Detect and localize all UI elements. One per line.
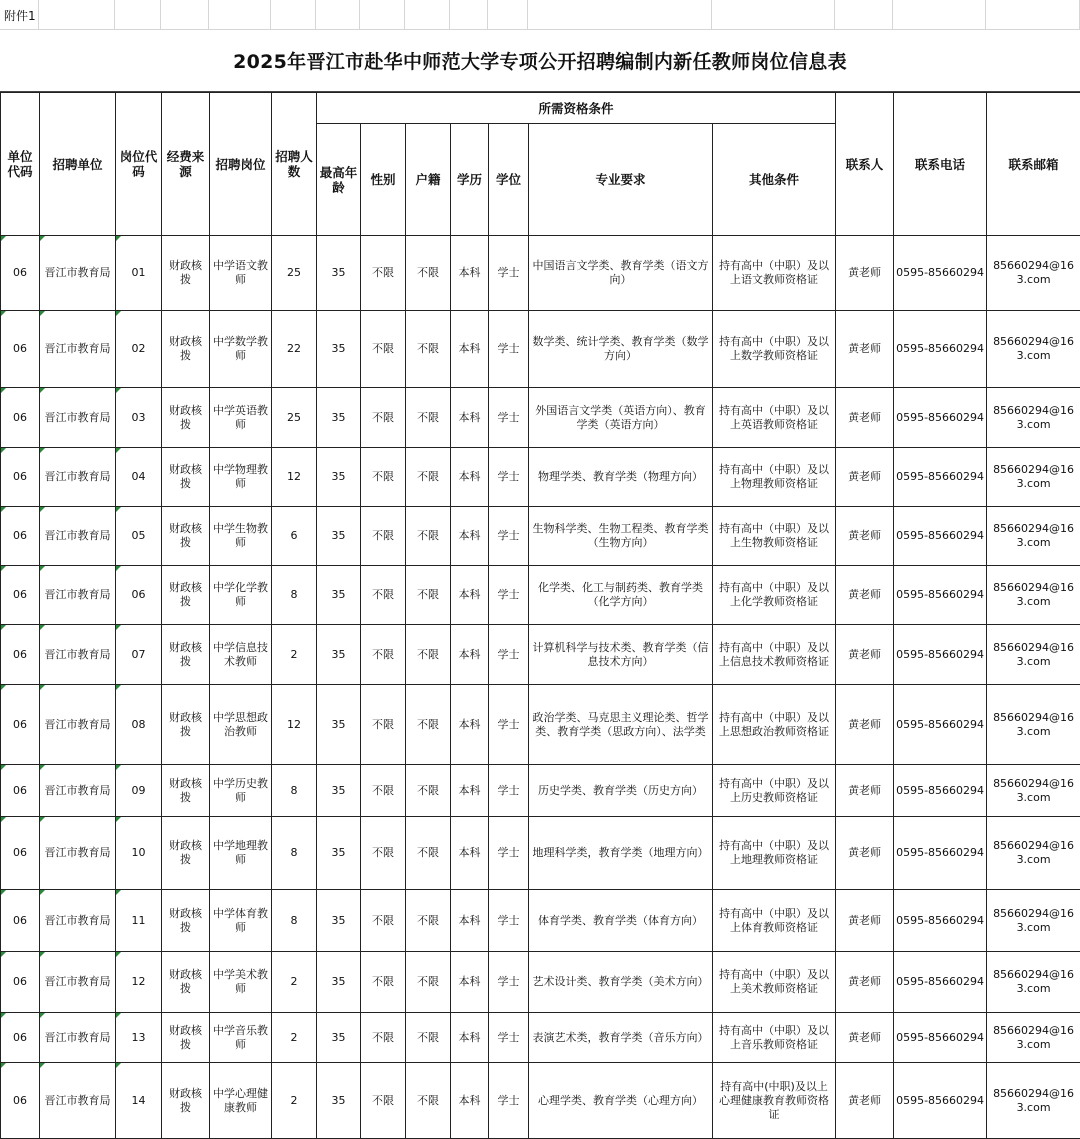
post-code-cell[interactable]: 11 [116,890,162,952]
other-cell[interactable]: 持有高中（中职）及以上化学教师资格证 [713,566,836,625]
cell[interactable] [712,0,835,29]
cell[interactable] [528,0,712,29]
table-row [1,952,1080,1013]
header-major[interactable]: 专业要求 [529,124,713,236]
post-code-cell[interactable]: 03 [116,388,162,448]
post-code-cell[interactable]: 10 [116,817,162,890]
funding-cell[interactable]: 财政核拨 [162,566,210,625]
positions-table [0,92,1080,1139]
count-cell[interactable]: 8 [272,566,317,625]
education-cell[interactable]: 本科 [451,311,489,388]
hukou-cell[interactable]: 不限 [406,685,451,765]
unit-code-cell[interactable]: 06 [1,685,40,765]
unit-cell[interactable]: 晋江市教育局 [40,448,116,507]
education-cell[interactable]: 本科 [451,817,489,890]
funding-cell[interactable]: 财政核拨 [162,685,210,765]
age-cell[interactable]: 35 [317,566,361,625]
other-cell[interactable]: 持有高中（中职）及以上地理教师资格证 [713,817,836,890]
contact-cell[interactable]: 黄老师 [836,388,894,448]
contact-cell[interactable]: 黄老师 [836,890,894,952]
major-cell[interactable]: 计算机科学与技术类、教育学类（信息技术方向） [529,625,713,685]
degree-cell[interactable]: 学士 [489,566,529,625]
age-cell[interactable]: 35 [317,685,361,765]
cell[interactable] [488,0,528,29]
count-cell[interactable]: 2 [272,1013,317,1063]
count-cell[interactable]: 25 [272,236,317,311]
contact-cell[interactable]: 黄老师 [836,625,894,685]
gender-cell[interactable]: 不限 [361,1013,406,1063]
post-cell[interactable]: 中学地理教师 [210,817,272,890]
major-cell[interactable]: 历史学类、教育学类（历史方向） [529,765,713,817]
post-code-cell[interactable]: 13 [116,1013,162,1063]
count-cell[interactable]: 2 [272,952,317,1013]
other-cell[interactable]: 持有高中（中职）及以上美术教师资格证 [713,952,836,1013]
email-cell[interactable]: 85660294@163.com [987,236,1080,311]
phone-cell[interactable]: 0595-85660294 [894,952,987,1013]
post-cell[interactable]: 中学数学教师 [210,311,272,388]
education-cell[interactable]: 本科 [451,507,489,566]
unit-code-cell[interactable]: 06 [1,448,40,507]
degree-cell[interactable]: 学士 [489,388,529,448]
table-row [1,566,1080,625]
cell[interactable] [209,0,271,29]
phone-cell[interactable]: 0595-85660294 [894,507,987,566]
unit-cell[interactable]: 晋江市教育局 [40,388,116,448]
major-cell[interactable]: 中国语言文学类、教育学类（语文方向） [529,236,713,311]
post-cell[interactable]: 中学思想政治教师 [210,685,272,765]
unit-code-cell[interactable]: 06 [1,388,40,448]
post-cell[interactable]: 中学心理健康教师 [210,1063,272,1139]
unit-code-cell[interactable]: 06 [1,311,40,388]
unit-cell[interactable]: 晋江市教育局 [40,236,116,311]
unit-cell[interactable]: 晋江市教育局 [40,890,116,952]
age-cell[interactable]: 35 [317,507,361,566]
age-cell[interactable]: 35 [317,625,361,685]
count-cell[interactable]: 2 [272,1063,317,1139]
contact-cell[interactable]: 黄老师 [836,566,894,625]
post-code-cell[interactable]: 06 [116,566,162,625]
table-row [1,1063,1080,1139]
header-contact[interactable]: 联系人 [836,93,894,236]
education-cell[interactable]: 本科 [451,625,489,685]
count-cell[interactable]: 25 [272,388,317,448]
major-cell[interactable]: 数学类、统计学类、教育学类（数学方向） [529,311,713,388]
hukou-cell[interactable]: 不限 [406,817,451,890]
unit-code-cell[interactable]: 06 [1,1063,40,1139]
annex-row [0,0,1080,30]
age-cell[interactable]: 35 [317,765,361,817]
table-row [1,388,1080,448]
degree-cell[interactable]: 学士 [489,685,529,765]
funding-cell[interactable]: 财政核拨 [162,1013,210,1063]
funding-cell[interactable]: 财政核拨 [162,236,210,311]
age-cell[interactable]: 35 [317,236,361,311]
degree-cell[interactable]: 学士 [489,236,529,311]
unit-cell[interactable]: 晋江市教育局 [40,625,116,685]
other-cell[interactable]: 持有高中（中职）及以上体育教师资格证 [713,890,836,952]
major-cell[interactable]: 心理学类、教育学类（心理方向） [529,1063,713,1139]
gender-cell[interactable]: 不限 [361,625,406,685]
contact-cell[interactable]: 黄老师 [836,1063,894,1139]
email-cell[interactable]: 85660294@163.com [987,311,1080,388]
unit-cell[interactable]: 晋江市教育局 [40,507,116,566]
header-phone[interactable]: 联系电话 [894,93,987,236]
funding-cell[interactable]: 财政核拨 [162,1063,210,1139]
other-cell[interactable]: 持有高中（中职）及以上历史教师资格证 [713,765,836,817]
degree-cell[interactable]: 学士 [489,952,529,1013]
phone-cell[interactable]: 0595-85660294 [894,685,987,765]
education-cell[interactable]: 本科 [451,448,489,507]
funding-cell[interactable]: 财政核拨 [162,625,210,685]
major-cell[interactable]: 生物科学类、生物工程类、教育学类（生物方向） [529,507,713,566]
funding-cell[interactable]: 财政核拨 [162,952,210,1013]
other-cell[interactable]: 持有高中（中职）及以上音乐教师资格证 [713,1013,836,1063]
contact-cell[interactable]: 黄老师 [836,817,894,890]
funding-cell[interactable]: 财政核拨 [162,507,210,566]
unit-code-cell[interactable]: 06 [1,507,40,566]
hukou-cell[interactable]: 不限 [406,1063,451,1139]
gender-cell[interactable]: 不限 [361,817,406,890]
major-cell[interactable]: 体育学类、教育学类（体育方向） [529,890,713,952]
header-email[interactable]: 联系邮箱 [987,93,1080,236]
email-cell[interactable]: 85660294@163.com [987,817,1080,890]
hukou-cell[interactable]: 不限 [406,890,451,952]
funding-cell[interactable]: 财政核拨 [162,311,210,388]
other-cell[interactable]: 持有高中（中职）及以上生物教师资格证 [713,507,836,566]
header-funding[interactable]: 经费来源 [162,93,210,236]
degree-cell[interactable]: 学士 [489,1063,529,1139]
unit-code-cell[interactable]: 06 [1,890,40,952]
age-cell[interactable]: 35 [317,448,361,507]
count-cell[interactable]: 12 [272,448,317,507]
unit-code-cell[interactable]: 06 [1,952,40,1013]
major-cell[interactable]: 外国语言文学类（英语方向）、教育学类（英语方向） [529,388,713,448]
other-cell[interactable]: 持有高中（中职）及以上语文教师资格证 [713,236,836,311]
email-cell[interactable]: 85660294@163.com [987,765,1080,817]
post-cell[interactable]: 中学语文教师 [210,236,272,311]
hukou-cell[interactable]: 不限 [406,566,451,625]
phone-cell[interactable]: 0595-85660294 [894,311,987,388]
education-cell[interactable]: 本科 [451,388,489,448]
other-cell[interactable]: 持有高中（中职）及以上数学教师资格证 [713,311,836,388]
education-cell[interactable]: 本科 [451,236,489,311]
count-cell[interactable]: 8 [272,890,317,952]
gender-cell[interactable]: 不限 [361,566,406,625]
header-age[interactable]: 最高年龄 [317,124,361,236]
contact-cell[interactable]: 黄老师 [836,952,894,1013]
gender-cell[interactable]: 不限 [361,507,406,566]
annex-label: 附件1 [4,9,36,23]
education-cell[interactable]: 本科 [451,952,489,1013]
phone-cell[interactable]: 0595-85660294 [894,817,987,890]
table-body [1,236,1080,1139]
post-cell[interactable]: 中学音乐教师 [210,1013,272,1063]
degree-cell[interactable]: 学士 [489,765,529,817]
phone-cell[interactable]: 0595-85660294 [894,388,987,448]
table-row [1,685,1080,765]
post-cell[interactable]: 中学体育教师 [210,890,272,952]
hukou-cell[interactable]: 不限 [406,765,451,817]
other-cell[interactable]: 持有高中（中职）及以上思想政治教师资格证 [713,685,836,765]
post-code-cell[interactable]: 09 [116,765,162,817]
phone-cell[interactable]: 0595-85660294 [894,765,987,817]
post-cell[interactable]: 中学物理教师 [210,448,272,507]
cell[interactable] [115,0,161,29]
post-code-cell[interactable]: 02 [116,311,162,388]
funding-cell[interactable]: 财政核拨 [162,448,210,507]
header-hukou[interactable]: 户籍 [406,124,451,236]
post-code-cell[interactable]: 04 [116,448,162,507]
cell[interactable] [360,0,405,29]
unit-cell[interactable]: 晋江市教育局 [40,566,116,625]
gender-cell[interactable]: 不限 [361,388,406,448]
email-cell[interactable]: 85660294@163.com [987,625,1080,685]
unit-cell[interactable]: 晋江市教育局 [40,765,116,817]
funding-cell[interactable]: 财政核拨 [162,890,210,952]
header-post-code[interactable]: 岗位代码 [116,93,162,236]
age-cell[interactable]: 35 [317,388,361,448]
hukou-cell[interactable]: 不限 [406,625,451,685]
post-cell[interactable]: 中学历史教师 [210,765,272,817]
education-cell[interactable]: 本科 [451,890,489,952]
table-row [1,817,1080,890]
major-cell[interactable]: 化学类、化工与制药类、教育学类（化学方向） [529,566,713,625]
post-code-cell[interactable]: 01 [116,236,162,311]
unit-cell[interactable]: 晋江市教育局 [40,1063,116,1139]
unit-code-cell[interactable]: 06 [1,566,40,625]
phone-cell[interactable]: 0595-85660294 [894,890,987,952]
email-cell[interactable]: 85660294@163.com [987,890,1080,952]
table-row [1,507,1080,566]
degree-cell[interactable]: 学士 [489,507,529,566]
age-cell[interactable]: 35 [317,311,361,388]
phone-cell[interactable]: 0595-85660294 [894,236,987,311]
age-cell[interactable]: 35 [317,952,361,1013]
post-cell[interactable]: 中学生物教师 [210,507,272,566]
unit-cell[interactable]: 晋江市教育局 [40,685,116,765]
gender-cell[interactable]: 不限 [361,685,406,765]
major-cell[interactable]: 政治学类、马克思主义理论类、哲学类、教育学类（思政方向）、法学类 [529,685,713,765]
age-cell[interactable]: 35 [317,890,361,952]
post-cell[interactable]: 中学美术教师 [210,952,272,1013]
degree-cell[interactable]: 学士 [489,1013,529,1063]
other-cell[interactable]: 持有高中（中职）及以上信息技术教师资格证 [713,625,836,685]
post-code-cell[interactable]: 14 [116,1063,162,1139]
post-code-cell[interactable]: 12 [116,952,162,1013]
education-cell[interactable]: 本科 [451,566,489,625]
education-cell[interactable]: 本科 [451,1063,489,1139]
gender-cell[interactable]: 不限 [361,952,406,1013]
post-cell[interactable]: 中学信息技术教师 [210,625,272,685]
post-code-cell[interactable]: 05 [116,507,162,566]
email-cell[interactable]: 85660294@163.com [987,566,1080,625]
unit-code-cell[interactable]: 06 [1,1013,40,1063]
post-code-cell[interactable]: 08 [116,685,162,765]
age-cell[interactable]: 35 [317,817,361,890]
contact-cell[interactable]: 黄老师 [836,685,894,765]
page-title: 2025年晋江市赴华中师范大学专项公开招聘编制内新任教师岗位信息表 [233,51,847,73]
phone-cell[interactable]: 0595-85660294 [894,1013,987,1063]
gender-cell[interactable]: 不限 [361,890,406,952]
degree-cell[interactable]: 学士 [489,817,529,890]
unit-code-cell[interactable]: 06 [1,625,40,685]
degree-cell[interactable]: 学士 [489,448,529,507]
post-cell[interactable]: 中学化学教师 [210,566,272,625]
contact-cell[interactable]: 黄老师 [836,236,894,311]
contact-cell[interactable]: 黄老师 [836,1013,894,1063]
gender-cell[interactable]: 不限 [361,1063,406,1139]
other-cell[interactable]: 持有高中(中职)及以上心理健康教育教师资格证 [713,1063,836,1139]
header-unit[interactable]: 招聘单位 [40,93,116,236]
unit-code-cell[interactable]: 06 [1,236,40,311]
funding-cell[interactable]: 财政核拨 [162,388,210,448]
cell[interactable] [271,0,316,29]
header-qualification-group[interactable]: 所需资格条件 [317,93,836,124]
major-cell[interactable]: 地理科学类，教育学类（地理方向） [529,817,713,890]
other-cell[interactable]: 持有高中（中职）及以上英语教师资格证 [713,388,836,448]
hukou-cell[interactable]: 不限 [406,388,451,448]
hukou-cell[interactable]: 不限 [406,311,451,388]
gender-cell[interactable]: 不限 [361,311,406,388]
email-cell[interactable]: 85660294@163.com [987,507,1080,566]
age-cell[interactable]: 35 [317,1063,361,1139]
table-row [1,1013,1080,1063]
phone-cell[interactable]: 0595-85660294 [894,625,987,685]
post-cell[interactable]: 中学英语教师 [210,388,272,448]
hukou-cell[interactable]: 不限 [406,952,451,1013]
unit-cell[interactable]: 晋江市教育局 [40,952,116,1013]
phone-cell[interactable]: 0595-85660294 [894,566,987,625]
email-cell[interactable]: 85660294@163.com [987,952,1080,1013]
table-row [1,765,1080,817]
hukou-cell[interactable]: 不限 [406,448,451,507]
count-cell[interactable]: 12 [272,685,317,765]
email-cell[interactable]: 85660294@163.com [987,1013,1080,1063]
header-gender[interactable]: 性别 [361,124,406,236]
table-row [1,625,1080,685]
major-cell[interactable]: 艺术设计类、教育学类（美术方向） [529,952,713,1013]
table-row [1,448,1080,507]
email-cell[interactable]: 85660294@163.com [987,448,1080,507]
cell[interactable] [405,0,450,29]
email-cell[interactable]: 85660294@163.com [987,685,1080,765]
education-cell[interactable]: 本科 [451,685,489,765]
degree-cell[interactable]: 学士 [489,311,529,388]
major-cell[interactable]: 物理学类、教育学类（物理方向） [529,448,713,507]
funding-cell[interactable]: 财政核拨 [162,817,210,890]
header-education[interactable]: 学历 [451,124,489,236]
count-cell[interactable]: 2 [272,625,317,685]
education-cell[interactable]: 本科 [451,765,489,817]
post-code-cell[interactable]: 07 [116,625,162,685]
gender-cell[interactable]: 不限 [361,236,406,311]
funding-cell[interactable]: 财政核拨 [162,765,210,817]
hukou-cell[interactable]: 不限 [406,236,451,311]
count-cell[interactable]: 8 [272,765,317,817]
contact-cell[interactable]: 黄老师 [836,311,894,388]
phone-cell[interactable]: 0595-85660294 [894,448,987,507]
cell[interactable] [316,0,360,29]
header-unit-code[interactable]: 单位代码 [1,93,40,236]
header-other[interactable]: 其他条件 [713,124,836,236]
education-cell[interactable]: 本科 [451,1013,489,1063]
cell[interactable] [39,0,115,29]
header-count[interactable]: 招聘人数 [272,93,317,236]
unit-cell[interactable]: 晋江市教育局 [40,817,116,890]
gender-cell[interactable]: 不限 [361,765,406,817]
table-row [1,311,1080,388]
count-cell[interactable]: 6 [272,507,317,566]
header-post[interactable]: 招聘岗位 [210,93,272,236]
hukou-cell[interactable]: 不限 [406,1013,451,1063]
table-row [1,890,1080,952]
contact-cell[interactable]: 黄老师 [836,765,894,817]
cell[interactable] [450,0,488,29]
table-row [1,236,1080,311]
major-cell[interactable]: 表演艺术类，教育学类（音乐方向） [529,1013,713,1063]
count-cell[interactable]: 8 [272,817,317,890]
gender-cell[interactable]: 不限 [361,448,406,507]
unit-code-cell[interactable]: 06 [1,817,40,890]
cell[interactable] [893,0,986,29]
age-cell[interactable]: 35 [317,1013,361,1063]
title-cell[interactable] [0,30,1080,92]
hukou-cell[interactable]: 不限 [406,507,451,566]
header-degree[interactable]: 学位 [489,124,529,236]
count-cell[interactable]: 22 [272,311,317,388]
contact-cell[interactable]: 黄老师 [836,448,894,507]
unit-cell[interactable]: 晋江市教育局 [40,311,116,388]
other-cell[interactable]: 持有高中（中职）及以上物理教师资格证 [713,448,836,507]
cell[interactable] [161,0,209,29]
contact-cell[interactable]: 黄老师 [836,507,894,566]
degree-cell[interactable]: 学士 [489,625,529,685]
unit-cell[interactable]: 晋江市教育局 [40,1013,116,1063]
email-cell[interactable]: 85660294@163.com [987,388,1080,448]
cell[interactable] [986,0,1080,29]
email-cell[interactable]: 85660294@163.com [987,1063,1080,1139]
degree-cell[interactable]: 学士 [489,890,529,952]
phone-cell[interactable]: 0595-85660294 [894,1063,987,1139]
unit-code-cell[interactable]: 06 [1,765,40,817]
cell[interactable] [835,0,893,29]
